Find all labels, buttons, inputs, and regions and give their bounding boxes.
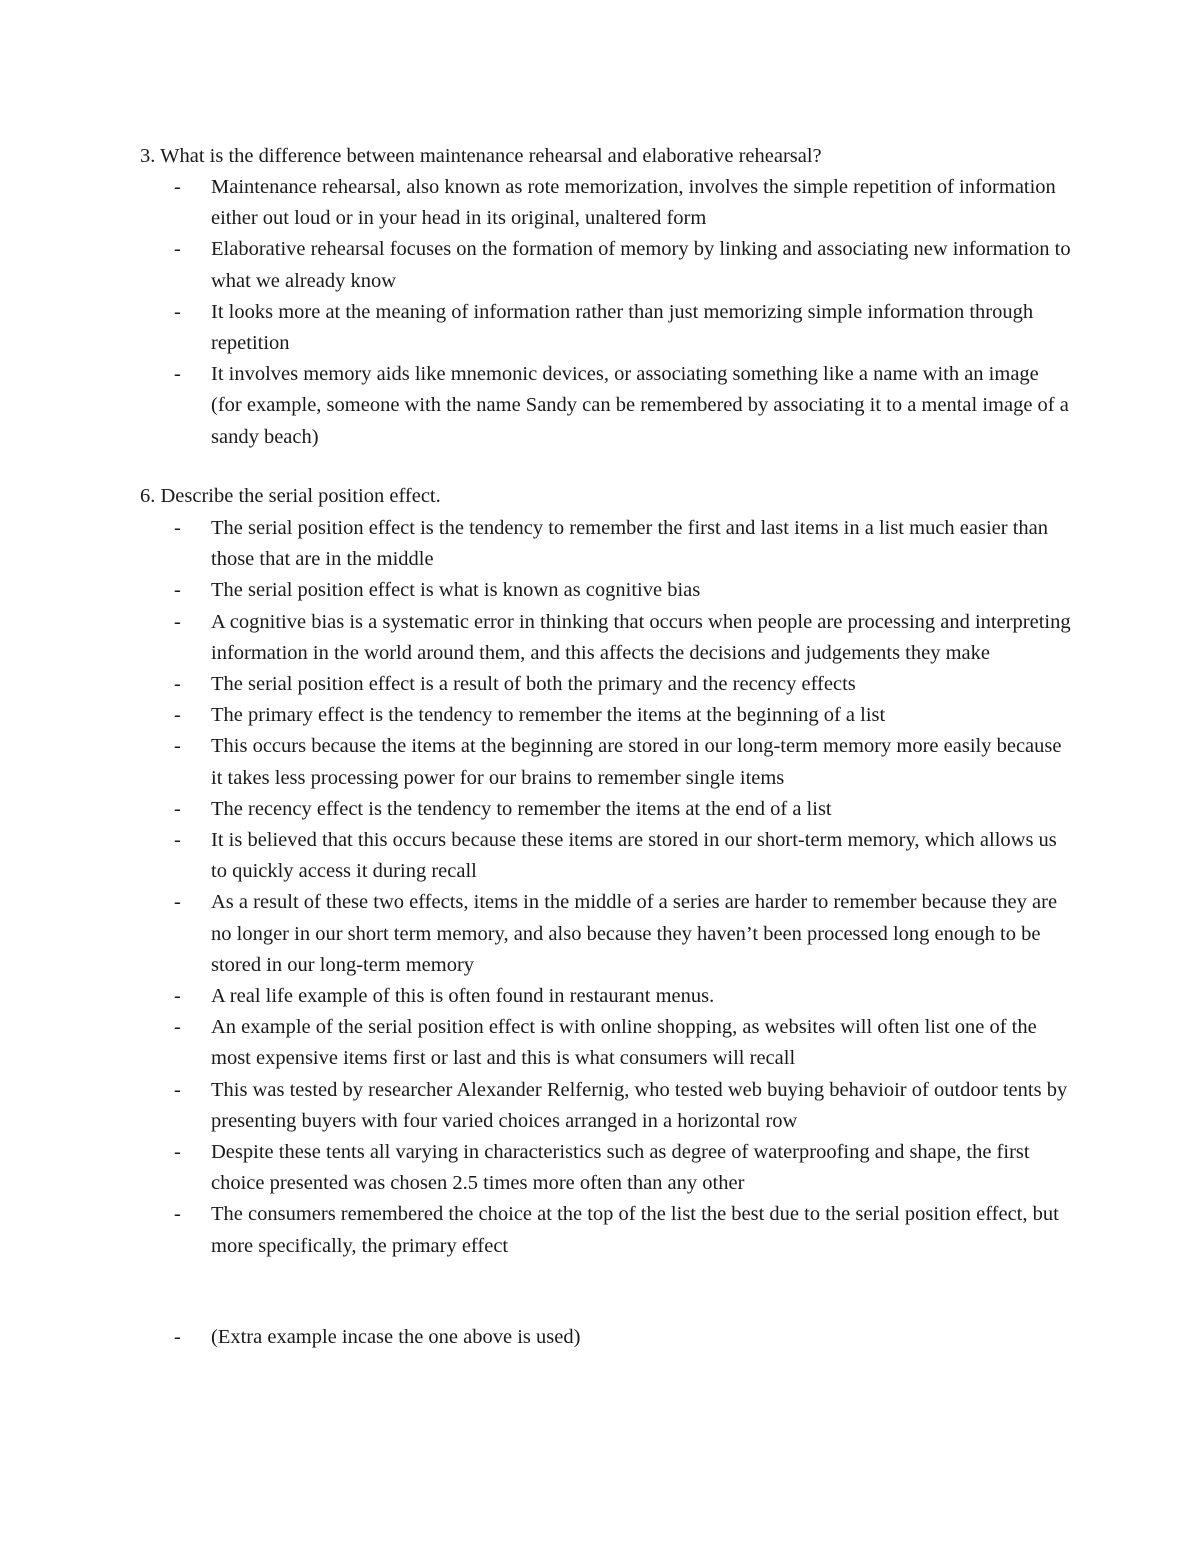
dash-bullet: - [174,673,181,696]
list-item [0,794,1071,825]
bullet-text: The serial position effect is a result of both the primary and the recency effects [211,673,856,696]
list-item [0,981,1071,1012]
extra-example-list [0,1322,1071,1353]
dash-bullet: - [174,797,181,820]
bullet-text: The primary effect is the tendency to remember the items at the beginning of a list [211,704,886,727]
bullet-text: Maintenance rehearsal, also known as rote memorization, involves the simple repetition of information either out loud or in your head in its original, unaltered form [211,176,1056,230]
list-item [0,1322,1071,1353]
list-item [0,172,1071,234]
dash-bullet: - [174,517,181,539]
bullet-text: It is believed that this occurs because these items are stored in our short-term memory, which allows us to quickly access it during recall [211,829,1057,883]
list-item [0,887,1071,981]
dash-bullet: - [174,985,181,1008]
question-3: 3. What is the difference between maintenance rehearsal and elaborative rehearsal? [140,145,822,167]
dash-bullet: - [174,1203,181,1226]
list-item [0,607,1071,669]
dash-bullet: - [174,1016,181,1039]
dash-bullet: - [174,829,181,852]
bullet-text: The recency effect is the tendency to remember the items at the end of a list [211,797,832,820]
dash-bullet: - [174,735,181,758]
bullet-text: As a result of these two effects, items in the middle of a series are harder to remember because they are no longer in our short term memory, and also because they haven’t been processed long enough to be stored in our long-term memory [211,891,1058,976]
list-item [0,359,1071,453]
dash-bullet: - [174,363,181,386]
bullet-text: A cognitive bias is a systematic error in thinking that occurs when people are processing and interpreting information in the world around them, and this affects the decisions and judgements they make [211,610,1071,664]
bullet-text: The consumers remembered the choice at the top of the list the best due to the serial position effect, but more specifically, the primary effect [211,1203,1059,1257]
dash-bullet: - [174,1078,181,1101]
bullet-text: It involves memory aids like mnemonic devices, or associating something like a name with an image (for example, someone with the name Sandy can be remembered by associating it to a mental image of a sandy beach) [211,363,1069,448]
bullet-text: A real life example of this is often found in restaurant menus. [211,985,715,1008]
bullet-text: The serial position effect is the tendency to remember the first and last items in a list much easier than those that are in the middle [211,517,1049,571]
list-item [0,731,1071,793]
dash-bullet: - [174,176,181,198]
list-item [0,1199,1071,1261]
dash-bullet: - [174,238,181,261]
list-item [0,513,1071,575]
dash-bullet: - [174,1326,181,1348]
list-item [0,575,1071,606]
list-item [0,700,1071,731]
bullet-text: (Extra example incase the one above is used) [211,1326,581,1348]
list-item [0,1075,1071,1137]
bullet-text: It looks more at the meaning of information rather than just memorizing simple information through repetition [211,300,1034,355]
list-item [0,297,1071,359]
bullet-text: This occurs because the items at the beginning are stored in our long-term memory more easily because it takes less processing power for our brains to remember single items [211,735,1062,789]
dash-bullet: - [174,610,181,633]
answer-list-3 [0,172,1071,453]
list-item [0,1137,1071,1199]
bullet-text: Elaborative rehearsal focuses on the formation of memory by linking and associating new information to what we already know [211,238,1071,292]
list-item [0,1012,1071,1074]
bullet-text: Despite these tents all varying in characteristics such as degree of waterproofing and shape, the first choice presented was chosen 2.5 times more often than any other [211,1141,1030,1195]
answer-list-6 [0,513,1071,1262]
list-item [0,669,1071,700]
dash-bullet: - [174,1141,181,1164]
dash-bullet: - [174,579,181,602]
list-item [0,234,1071,296]
dash-bullet: - [174,704,181,727]
question-6: 6. Describe the serial position effect. [140,485,441,507]
list-item [0,825,1071,887]
bullet-text: This was tested by researcher Alexander Relfernig, who tested web buying behavioir of outdoor tents by presenting buyers with four varied choices arranged in a horizontal row [211,1078,1068,1132]
dash-bullet: - [174,891,181,914]
bullet-text: The serial position effect is what is known as cognitive bias [211,579,701,602]
bullet-text: An example of the serial position effect is with online shopping, as websites will often list one of the most expensive items first or last and this is what consumers will recall [211,1016,1037,1070]
dash-bullet: - [174,300,181,323]
